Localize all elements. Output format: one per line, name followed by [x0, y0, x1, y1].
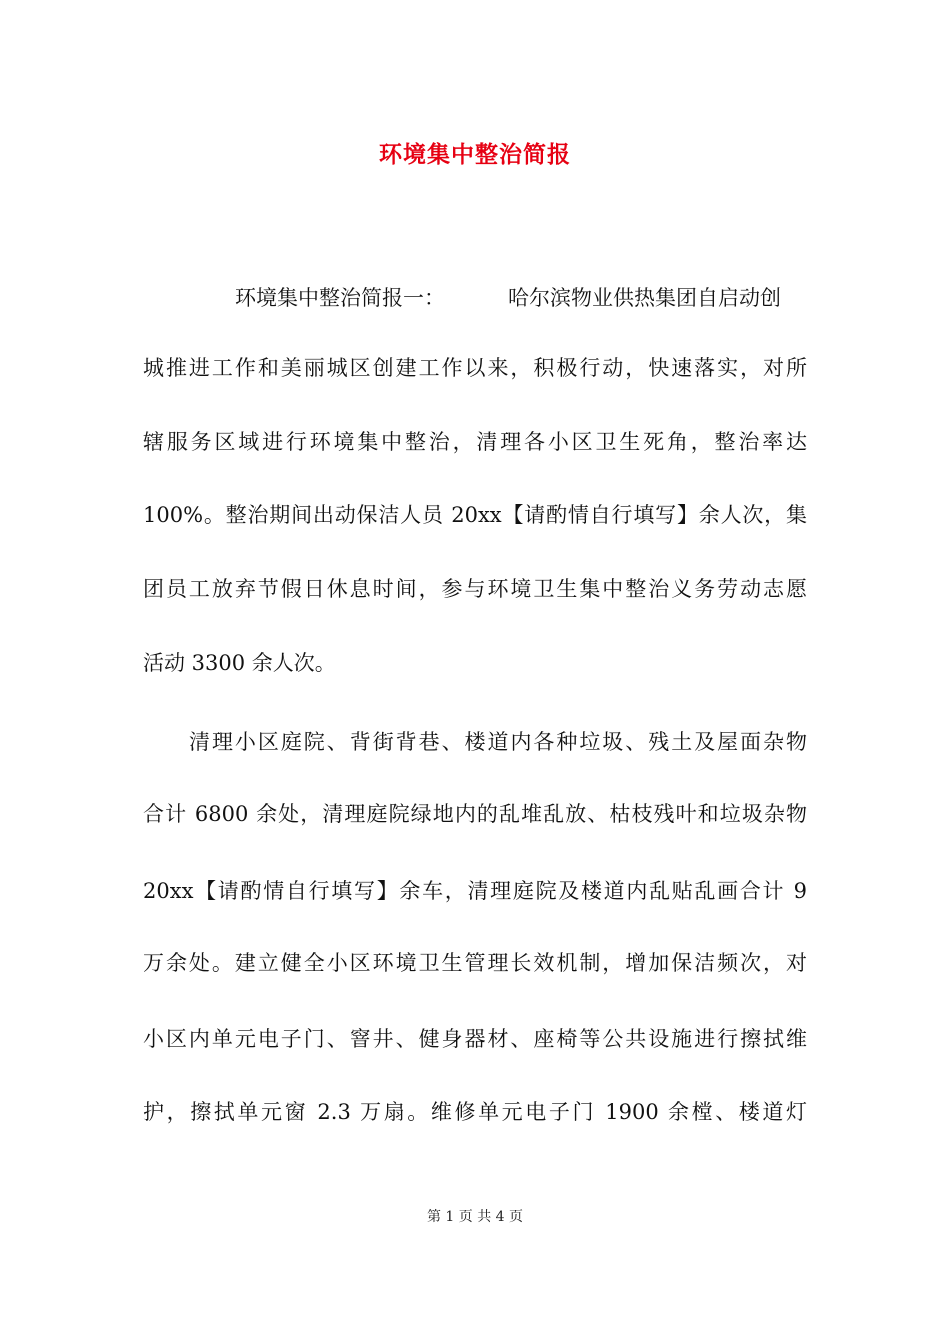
paragraph-line: [235, 280, 807, 316]
page-number-footer: 第 1 页 共 4 页: [426, 1209, 524, 1225]
section-heading: 环境集中整治简报一：: [235, 286, 445, 310]
paragraph-line: 小区内单元电子门、窨井、健身器材、座椅等公共设施进行擦拭维: [143, 1027, 807, 1051]
paragraph-line: 团员工放弃节假日休息时间，参与环境卫生集中整治义务劳动志愿: [143, 577, 807, 601]
paragraph-line: 100%。整治期间出动保洁人员 20xx【请酌情自行填写】余人次，集: [143, 503, 807, 527]
paragraph-line: 合计 6800 余处，清理庭院绿地内的乱堆乱放、枯枝残叶和垃圾杂物: [143, 802, 807, 826]
document-title: 环境集中整治简报: [379, 141, 571, 168]
paragraph-line: 活动 3300 余人次。: [143, 651, 336, 675]
paragraph-text: 哈尔滨物业供热集团自启动创: [508, 286, 781, 310]
paragraph-line: 万余处。建立健全小区环境卫生管理长效机制，增加保洁频次，对: [143, 951, 807, 975]
paragraph-line: 清理小区庭院、背街背巷、楼道内各种垃圾、残土及屋面杂物: [189, 730, 807, 754]
paragraph-line: 护，擦拭单元窗 2.3 万扇。维修单元电子门 1900 余樘、楼道灯: [143, 1100, 807, 1124]
paragraph-line: 20xx【请酌情自行填写】余车，清理庭院及楼道内乱贴乱画合计 9: [143, 879, 807, 903]
paragraph-line: 辖服务区域进行环境集中整治，清理各小区卫生死角，整治率达: [143, 430, 807, 454]
paragraph-line: 城推进工作和美丽城区创建工作以来，积极行动，快速落实，对所: [143, 356, 807, 380]
